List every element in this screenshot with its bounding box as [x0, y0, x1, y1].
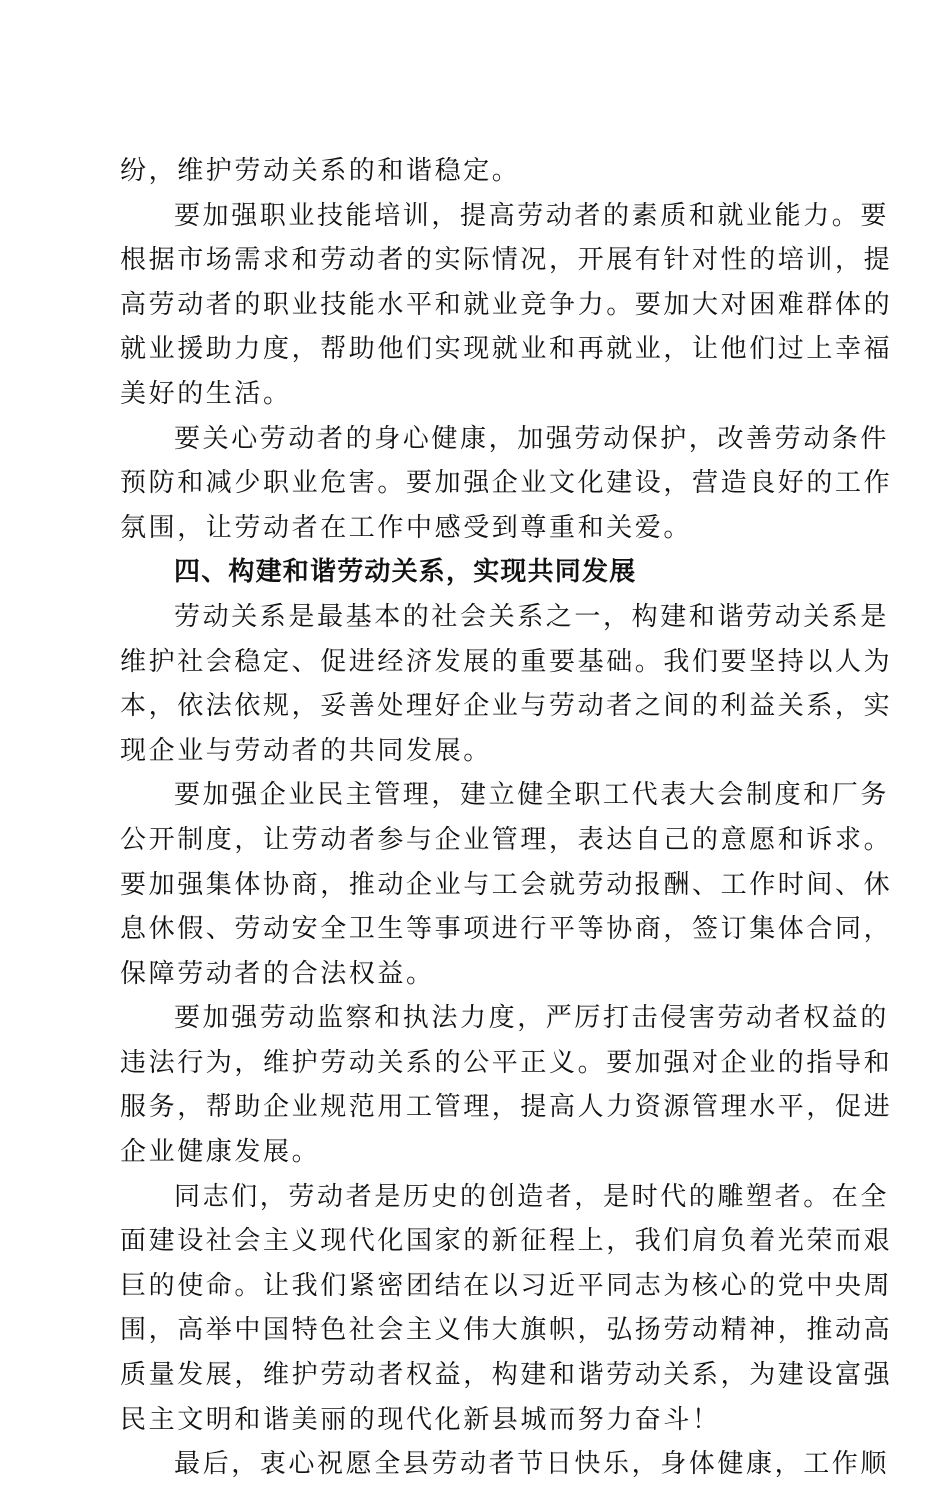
- text-line: 违法行为，维护劳动关系的公平正义。要加强对企业的指导和: [120, 1047, 893, 1078]
- paragraph-start: 要加强劳动监察和执法力度，严厉打击侵害劳动者权益的: [174, 1003, 890, 1034]
- text-line: 民主文明和谐美丽的现代化新县城而努力奋斗！: [120, 1404, 721, 1435]
- text-line: 巨的使命。让我们紧密团结在以习近平同志为核心的党中央周: [120, 1270, 893, 1301]
- paragraph-start: 劳动关系是最基本的社会关系之一，构建和谐劳动关系是: [174, 601, 890, 632]
- text-line: 高劳动者的职业技能水平和就业竞争力。要加大对困难群体的: [120, 289, 893, 320]
- text-line: 就业援助力度，帮助他们实现就业和再就业，让他们过上幸福: [120, 334, 893, 365]
- text-line: 预防和减少职业危害。要加强企业文化建设，营造良好的工作: [120, 468, 893, 499]
- text-line: 企业健康发展。: [120, 1137, 321, 1168]
- text-line: 围，高举中国特色社会主义伟大旗帜，弘扬劳动精神，推动高: [120, 1315, 893, 1346]
- text-line: 质量发展，维护劳动者权益，构建和谐劳动关系，为建设富强: [120, 1360, 893, 1391]
- section-heading: 四、构建和谐劳动关系，实现共同发展: [174, 557, 637, 588]
- text-line: 氛围，让劳动者在工作中感受到尊重和关爱。: [120, 512, 693, 543]
- text-line: 本，依法依规，妥善处理好企业与劳动者之间的利益关系，实: [120, 691, 893, 722]
- text-line: 公开制度，让劳动者参与企业管理，表达自己的意愿和诉求。: [120, 824, 893, 855]
- text-line: 息休假、劳动安全卫生等事项进行平等协商，签订集体合同，: [120, 914, 893, 945]
- text-line: 维护社会稳定、促进经济发展的重要基础。我们要坚持以人为: [120, 646, 893, 677]
- text-line: 纷，维护劳动关系的和谐稳定。: [120, 156, 521, 186]
- text-line: 美好的生活。: [120, 378, 292, 409]
- text-line: 保障劳动者的合法权益。: [120, 958, 435, 989]
- document-page: [120, 149, 893, 1487]
- paragraph-start: 要关心劳动者的身心健康，加强劳动保护，改善劳动条件: [174, 423, 890, 454]
- paragraph-start: 要加强职业技能培训，提高劳动者的素质和就业能力。要: [174, 200, 890, 231]
- text-line: 服务，帮助企业规范用工管理，提高人力资源管理水平，促进: [120, 1092, 893, 1123]
- paragraph-start: 同志们，劳动者是历史的创造者，是时代的雕塑者。在全: [174, 1181, 890, 1212]
- paragraph-start: 最后，衷心祝愿全县劳动者节日快乐，身体健康，工作顺: [174, 1449, 890, 1480]
- paragraph-start: 要加强企业民主管理，建立健全职工代表大会制度和厂务: [174, 780, 890, 811]
- text-line: 要加强集体协商，推动企业与工会就劳动报酬、工作时间、休: [120, 869, 893, 900]
- text-line: 面建设社会主义现代化国家的新征程上，我们肩负着光荣而艰: [120, 1226, 893, 1257]
- text-line: 根据市场需求和劳动者的实际情况，开展有针对性的培训，提: [120, 245, 893, 276]
- text-line: 现企业与劳动者的共同发展。: [120, 735, 492, 766]
